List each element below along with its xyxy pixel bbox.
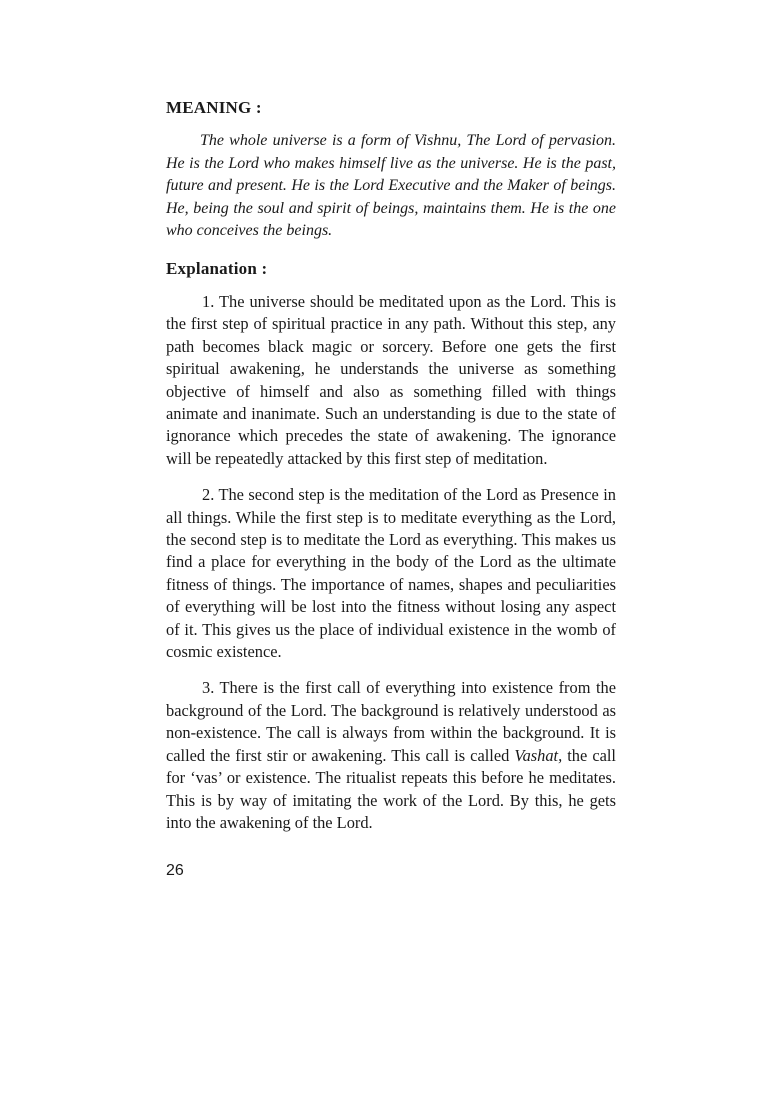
page-content — [166, 96, 616, 848]
meaning-heading: MEANING : — [166, 98, 262, 117]
explanation-heading: Explanation : — [166, 258, 268, 278]
vashat-term: Vashat, — [514, 745, 563, 765]
paragraph-3-end: the call for ‘vas’ or existence. The ritualist repeats this before he meditates. This is by way of imitating the work of the Lord. By this, he gets into the awakening of the Lord. — [166, 745, 616, 832]
explanation-paragraph-1: 1. The universe should be meditated upon as the Lord. This is the first step of spiritual practice in any path. Without this step, any path becomes black magic or sorcery. Before one gets the first spiritual awakening, he understands the universe as something objective of himself and also as something filled with things animate and inanimate. Such an understanding is due to the state of ignorance which precedes the state of awakening. The ignorance will be repeatedly attacked by this first step of meditation. — [166, 291, 616, 468]
explanation-paragraph-3 — [166, 677, 616, 834]
meaning-text: The whole universe is a form of Vishnu, The Lord of pervasion. He is the Lord who makes himself live as the universe. He is the past, future and present. He is the Lord Executive and the Maker of beings. He, being the soul and spirit of beings, maintains them. He is the one who conceives the beings. — [166, 132, 616, 240]
explanation-paragraph-2: 2. The second step is the meditation of the Lord as Presence in all things. While the first step is to meditate everything as the Lord, the second step is to meditate the Lord as everything. This makes us find a place for everything in the body of the Lord as the ultimate fitness of things. The importance of names, shapes and peculiarities of everything will be lost into the fitness without losing any aspect of it. This gives us the place of individual existence in the womb of cosmic existence. — [166, 485, 616, 662]
page-number: 26 — [166, 862, 184, 879]
paragraph-3-start: 3. There is the first call of everything into existence from the background of the Lord. The background is relatively understood as non-existence. The call is always from within the background. It is called the first stir or awakening. This call is called — [166, 678, 616, 765]
